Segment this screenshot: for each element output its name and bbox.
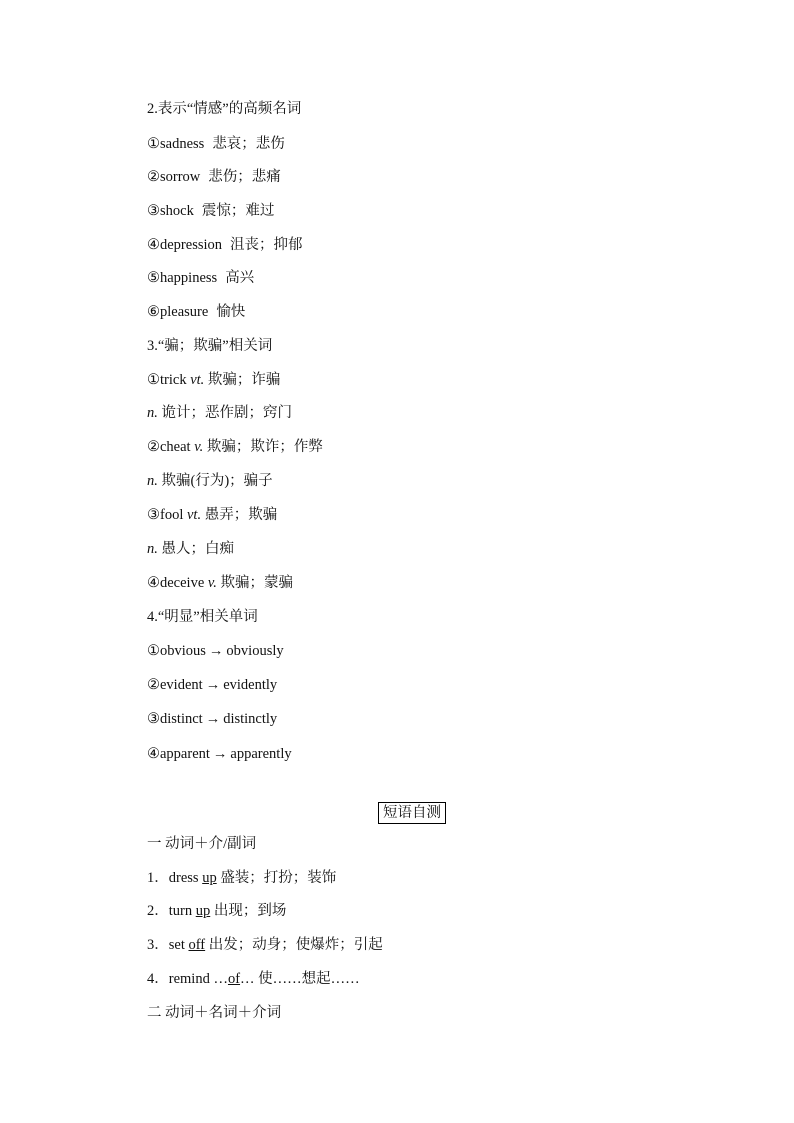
vocab-meaning: 悲伤；悲痛 bbox=[208, 169, 281, 185]
item-number: 4． bbox=[147, 971, 169, 987]
part-of-speech: n. bbox=[147, 541, 158, 557]
vocab-meaning: 悲哀；悲伤 bbox=[212, 136, 285, 152]
vocab-word: ⑤happiness bbox=[147, 270, 218, 286]
vocab-word: ①trick bbox=[147, 372, 187, 388]
phrase-group-2-title: 二 动词＋名词＋介词 bbox=[147, 1005, 282, 1021]
phrase-verb: turn bbox=[168, 903, 193, 919]
vocab-meaning: 欺骗；蒙骗 bbox=[220, 575, 294, 591]
phrase-item bbox=[147, 969, 360, 989]
adjective: ①obvious bbox=[147, 643, 206, 659]
phrase-item bbox=[147, 935, 383, 955]
vocab-entry bbox=[147, 134, 285, 154]
vocab-meaning: 愚弄；欺骗 bbox=[204, 507, 278, 523]
vocab-meaning: 愚人；白痴 bbox=[161, 541, 234, 557]
vocab-entry bbox=[147, 437, 323, 457]
word-derivation bbox=[147, 709, 277, 729]
vocab-word: ④deceive bbox=[147, 575, 205, 591]
part-of-speech: n. bbox=[147, 473, 158, 489]
vocab-entry bbox=[147, 505, 277, 525]
adverb: apparently bbox=[230, 746, 292, 762]
vocab-entry bbox=[147, 302, 245, 322]
vocab-meaning: 欺骗；诈骗 bbox=[207, 372, 281, 388]
phrase-item bbox=[147, 868, 336, 888]
right-arrow-icon: → bbox=[205, 711, 221, 727]
vocab-entry bbox=[147, 471, 273, 491]
adverb: distinctly bbox=[223, 711, 278, 727]
vocab-word: ③fool bbox=[147, 507, 184, 523]
phrase-test-heading: 短语自测 bbox=[378, 802, 446, 824]
phrase-ellipsis: … bbox=[213, 971, 228, 987]
adjective: ③distinct bbox=[147, 711, 203, 727]
section-4-title: 4.“明显”相关单词 bbox=[147, 609, 258, 625]
vocab-entry bbox=[147, 539, 234, 559]
phrase-particle: off bbox=[188, 937, 206, 953]
vocab-word: ⑥pleasure bbox=[147, 304, 209, 320]
adjective: ④apparent bbox=[147, 746, 210, 762]
phrase-particle: up bbox=[202, 870, 217, 886]
section-3-title: 3.“骗；欺骗”相关词 bbox=[147, 338, 273, 354]
vocab-entry bbox=[147, 573, 293, 593]
vocab-entry bbox=[147, 403, 292, 423]
phrase-meaning: 使……想起…… bbox=[258, 971, 360, 987]
vocab-entry bbox=[147, 235, 303, 255]
vocab-meaning: 诡计；恶作剧；窍门 bbox=[161, 405, 292, 421]
vocab-word: ③shock bbox=[147, 203, 194, 219]
phrase-meaning: 出发；动身；使爆炸；引起 bbox=[208, 937, 383, 953]
vocab-word: ①sadness bbox=[147, 136, 205, 152]
section-2-title: 2.表示“情感”的高频名词 bbox=[147, 101, 302, 117]
phrase-verb: remind bbox=[168, 971, 210, 987]
item-number: 3． bbox=[147, 937, 169, 953]
phrase-ellipsis: … bbox=[240, 971, 255, 987]
vocab-meaning: 震惊；难过 bbox=[201, 203, 275, 219]
adverb: evidently bbox=[223, 677, 278, 693]
vocab-word: ④depression bbox=[147, 237, 223, 253]
right-arrow-icon: → bbox=[208, 643, 224, 659]
part-of-speech: v. bbox=[194, 439, 204, 455]
item-number: 2． bbox=[147, 903, 169, 919]
vocab-meaning: 欺骗(行为)；骗子 bbox=[161, 473, 273, 489]
adverb: obviously bbox=[226, 643, 284, 659]
vocab-word: ②sorrow bbox=[147, 169, 201, 185]
vocab-entry bbox=[147, 268, 254, 288]
phrase-verb: dress bbox=[168, 870, 199, 886]
word-derivation bbox=[147, 675, 277, 695]
phrase-particle: of bbox=[227, 971, 241, 987]
word-derivation bbox=[147, 641, 284, 661]
part-of-speech: vt. bbox=[186, 507, 202, 523]
phrase-meaning: 出现；到场 bbox=[213, 903, 287, 919]
adjective: ②evident bbox=[147, 677, 203, 693]
item-number: 1． bbox=[147, 870, 169, 886]
vocab-meaning: 高兴 bbox=[225, 270, 255, 286]
vocab-entry bbox=[147, 201, 274, 221]
right-arrow-icon: → bbox=[212, 746, 228, 762]
word-derivation bbox=[147, 744, 292, 764]
phrase-item bbox=[147, 901, 286, 921]
vocab-meaning: 沮丧；抑郁 bbox=[230, 237, 303, 253]
vocab-entry bbox=[147, 167, 281, 187]
vocab-entry bbox=[147, 370, 280, 390]
phrase-particle: up bbox=[195, 903, 211, 919]
phrase-group-1-title: 一 动词＋介/副词 bbox=[147, 836, 257, 852]
part-of-speech: n. bbox=[147, 405, 158, 421]
vocab-meaning: 欺骗；欺诈；作弊 bbox=[206, 439, 323, 455]
part-of-speech: v. bbox=[207, 575, 217, 591]
vocab-word: ②cheat bbox=[147, 439, 191, 455]
phrase-meaning: 盛装；打扮；装饰 bbox=[220, 870, 337, 886]
phrase-verb: set bbox=[168, 937, 185, 953]
part-of-speech: vt. bbox=[190, 372, 205, 388]
vocab-meaning: 愉快 bbox=[216, 304, 246, 320]
right-arrow-icon: → bbox=[205, 677, 221, 693]
